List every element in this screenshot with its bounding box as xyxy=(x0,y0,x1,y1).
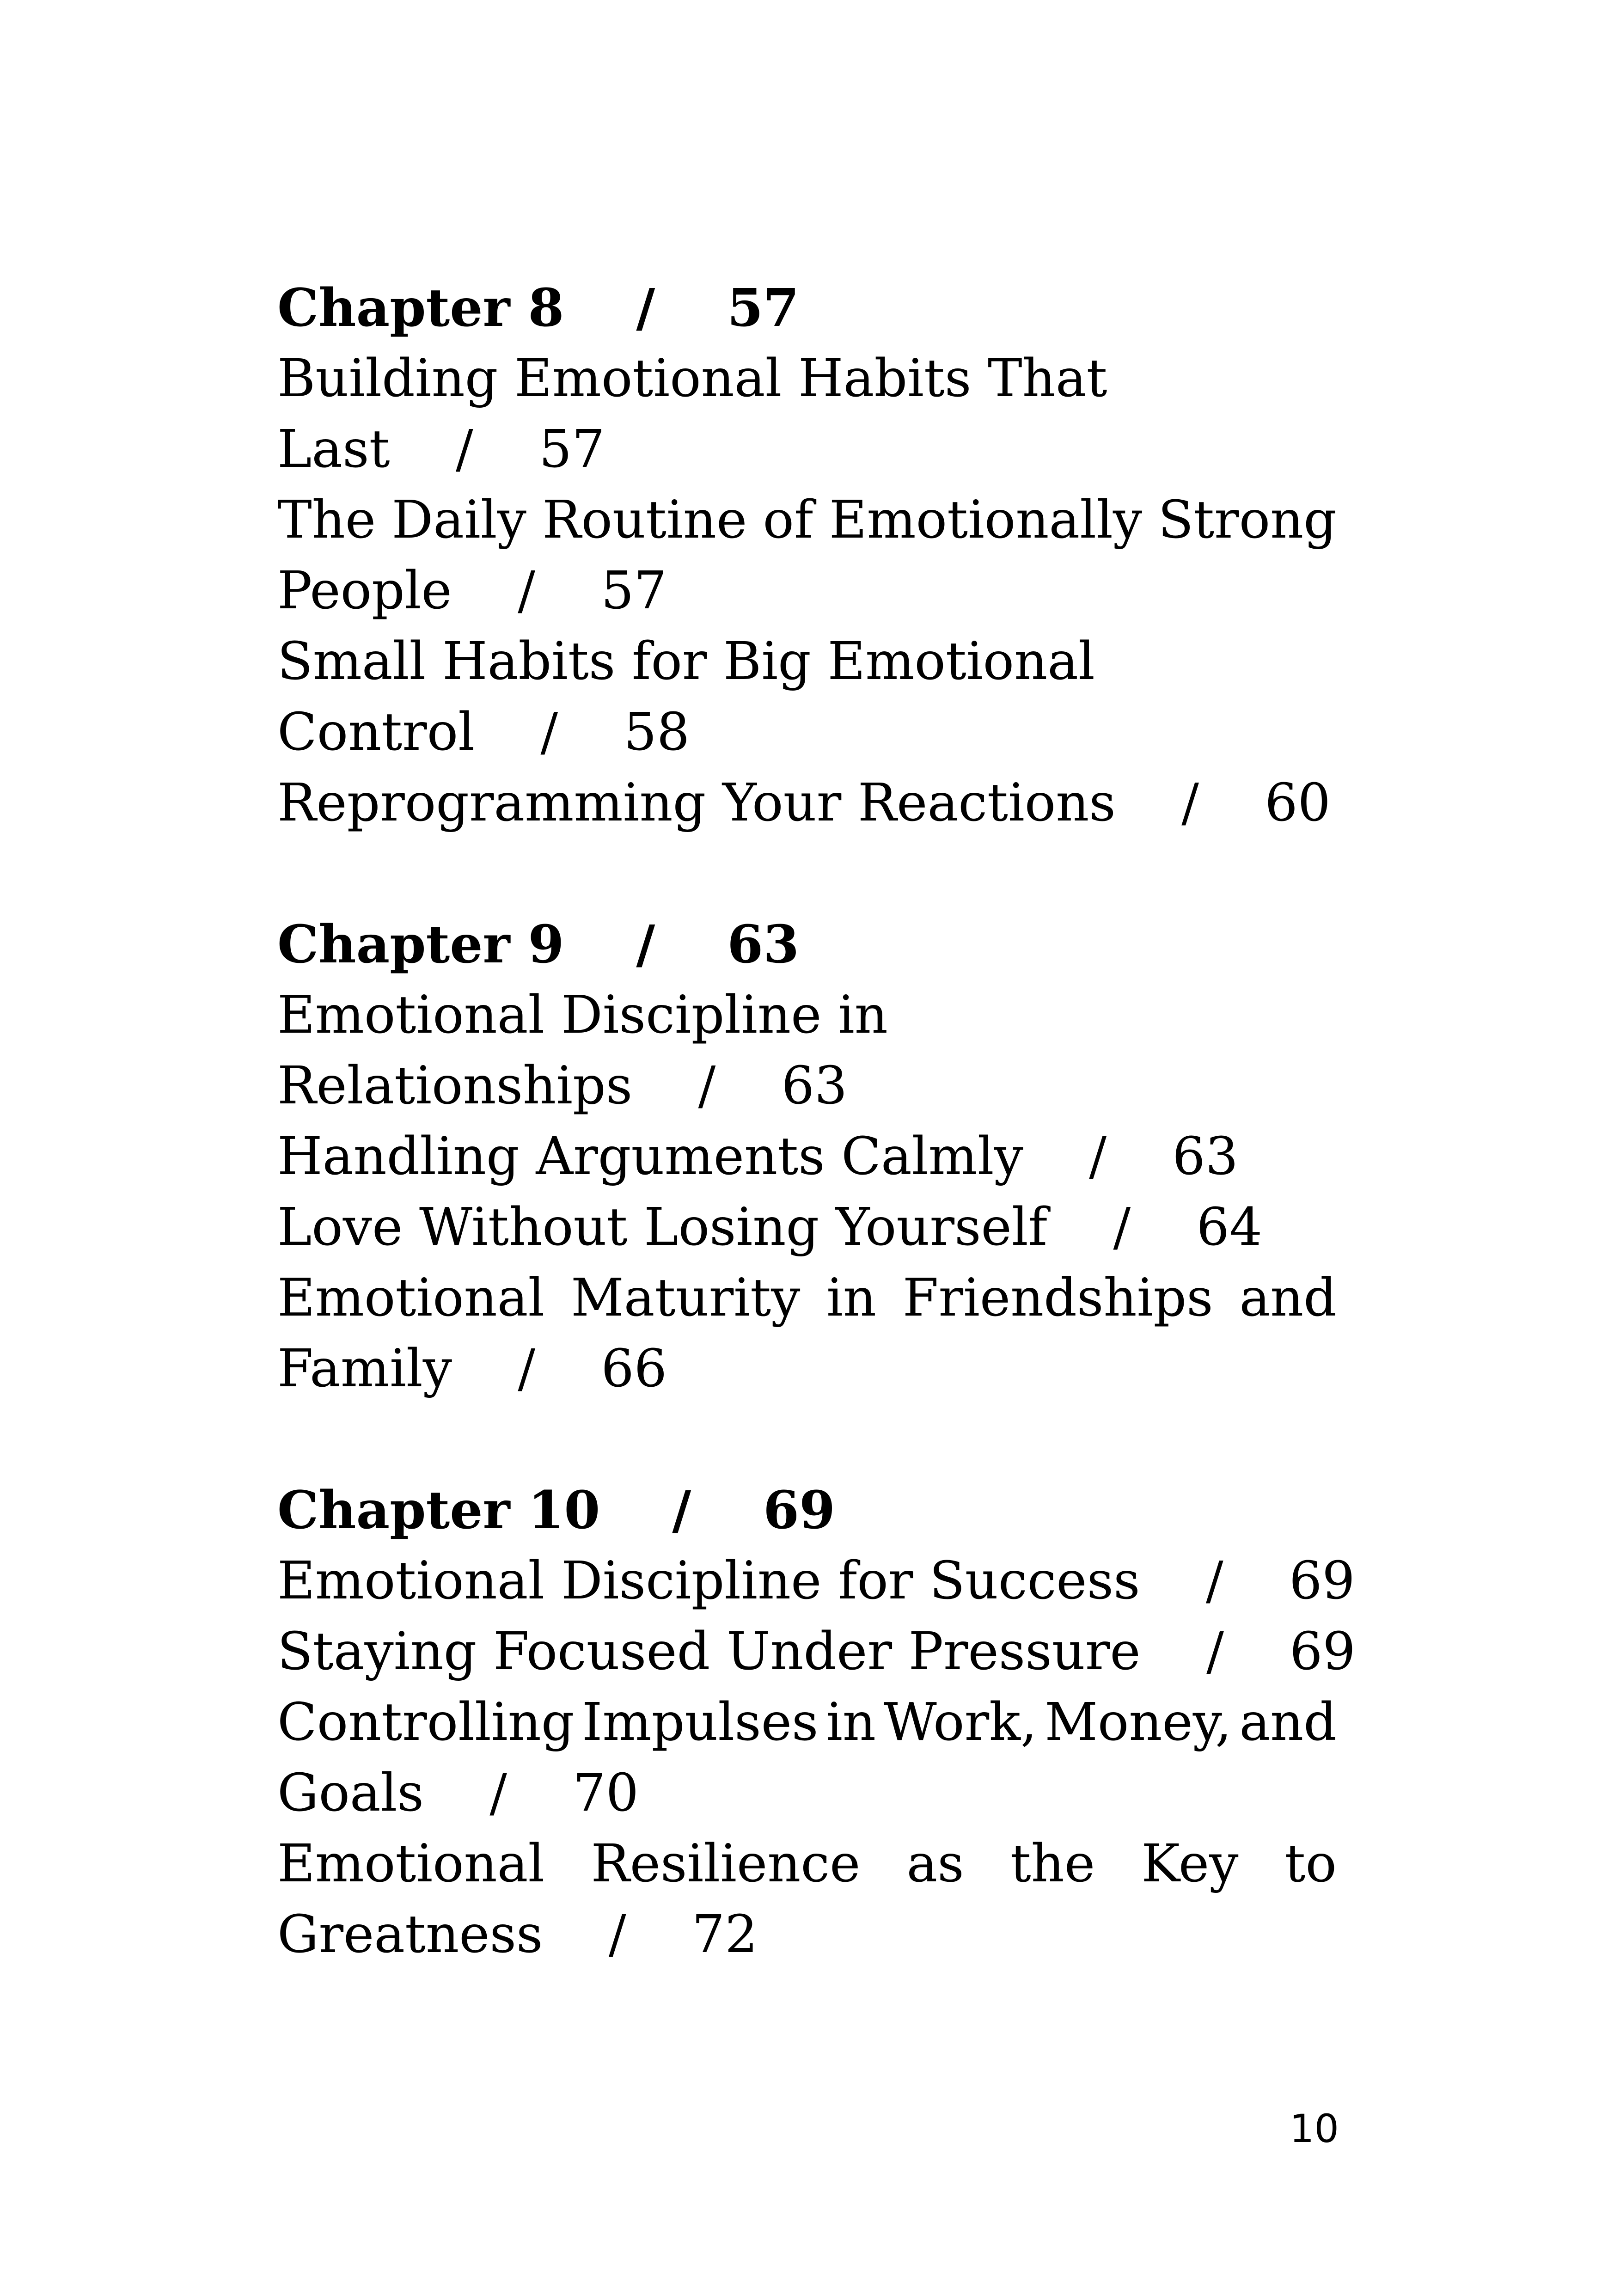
word: in xyxy=(826,1268,877,1328)
chapter-10-heading: Chapter 10 / 69 xyxy=(277,1480,836,1541)
toc-entry: Control / 58 xyxy=(277,702,690,762)
word: Friendships xyxy=(902,1268,1213,1328)
toc-entry: Family / 66 xyxy=(277,1339,667,1399)
section-spacer xyxy=(277,839,1337,909)
toc-entry: Love Without Losing Yourself / 64 xyxy=(277,1197,1263,1257)
toc-entry: Last / 57 xyxy=(277,419,605,479)
word: Emotional xyxy=(277,1834,545,1894)
word: of xyxy=(763,490,813,550)
toc-entry: Small Habits for Big Emotional xyxy=(277,631,1095,692)
toc-entry: Handling Arguments Calmly / 63 xyxy=(277,1127,1238,1187)
toc-entry: Emotional Discipline for Success / 69 xyxy=(277,1551,1355,1611)
toc-entry-justified xyxy=(277,1263,1337,1334)
word: Controlling xyxy=(277,1692,575,1752)
chapter-9-heading: Chapter 9 / 63 xyxy=(277,914,800,975)
table-of-contents xyxy=(277,273,1356,1970)
chapter-8-heading: Chapter 8 / 57 xyxy=(277,278,800,338)
word: Emotional xyxy=(277,1268,545,1328)
toc-entry: Reprogramming Your Reactions / 60 xyxy=(277,773,1331,833)
toc-entry-justified xyxy=(277,1687,1337,1758)
toc-entry: Relationships / 63 xyxy=(277,1056,848,1116)
word: Strong xyxy=(1158,490,1337,550)
word: Emotionally xyxy=(829,490,1143,550)
toc-entry-justified xyxy=(277,485,1337,556)
toc-entry: Building Emotional Habits That xyxy=(277,349,1107,409)
toc-entry: Staying Focused Under Pressure / 69 xyxy=(277,1622,1356,1682)
word: Routine xyxy=(542,490,747,550)
word: as xyxy=(906,1834,964,1894)
word: Daily xyxy=(391,490,526,550)
word: Money, xyxy=(1045,1692,1232,1752)
toc-entry: Emotional Discipline in xyxy=(277,985,888,1045)
toc-entry: Greatness / 72 xyxy=(277,1904,758,1965)
word: Work, xyxy=(883,1692,1037,1752)
word: the xyxy=(1010,1834,1095,1894)
toc-entry: People / 57 xyxy=(277,561,667,621)
page-number: 10 xyxy=(1290,2106,1339,2151)
word: The xyxy=(277,490,376,550)
toc-entry-justified xyxy=(277,1829,1337,1899)
word: and xyxy=(1239,1268,1337,1328)
word: Resilience xyxy=(591,1834,861,1894)
word: Key xyxy=(1141,1834,1239,1894)
word: and xyxy=(1239,1692,1337,1752)
word: Impulses xyxy=(582,1692,819,1752)
word: Maturity xyxy=(571,1268,801,1328)
word: to xyxy=(1284,1834,1337,1894)
section-spacer xyxy=(277,1404,1337,1475)
word: in xyxy=(826,1692,876,1752)
toc-entry: Goals / 70 xyxy=(277,1763,639,1823)
